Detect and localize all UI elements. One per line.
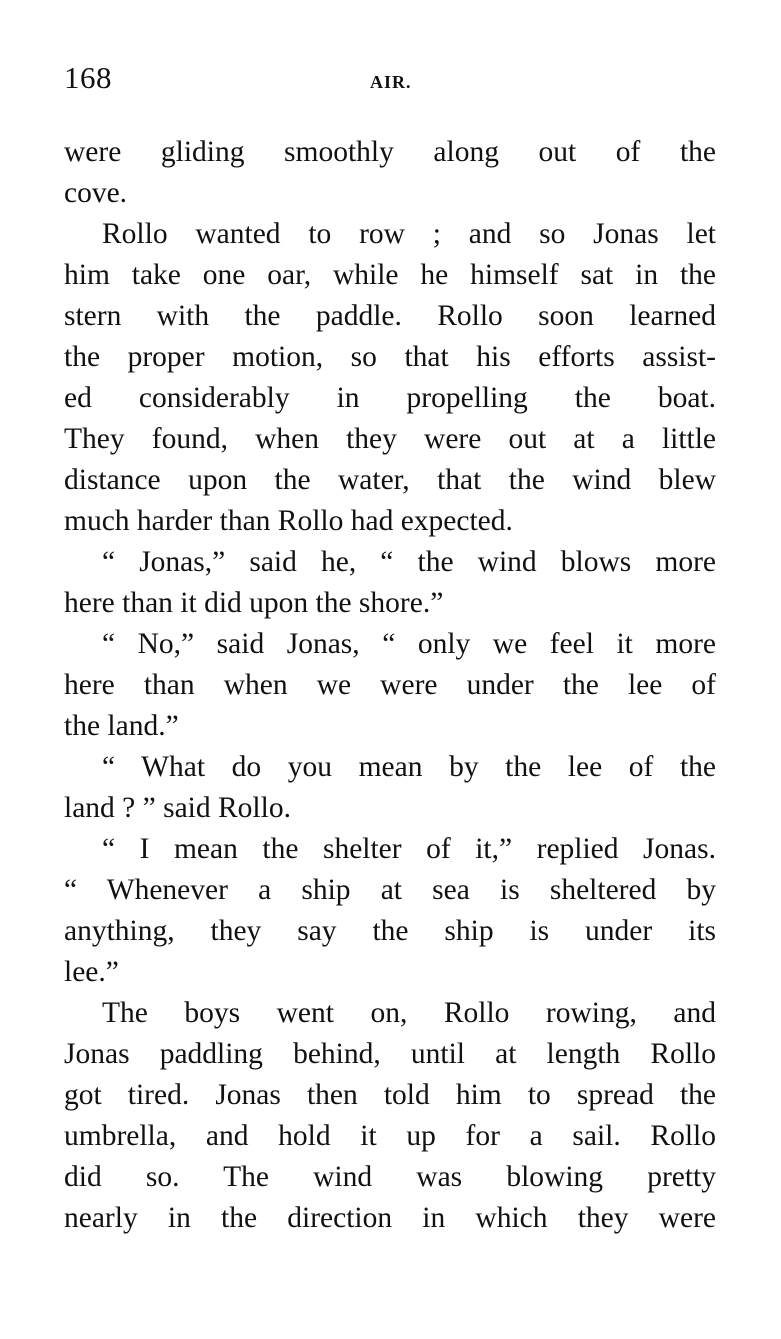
text-line: the land.” (64, 710, 179, 742)
text-line: umbrella, and hold it up for a sail. Rollo (64, 1120, 716, 1152)
body-text (64, 132, 716, 1239)
running-head: AIR. (370, 72, 412, 92)
text-line: ed considerably in propelling the boat. (64, 382, 716, 414)
page-header (64, 60, 716, 100)
text-line: him take one oar, while he himself sat in the (64, 259, 716, 291)
text-line: got tired. Jonas then told him to spread the (64, 1079, 716, 1111)
text-line: cove. (64, 177, 128, 209)
text-line: did so. The wind was blowing pretty (64, 1161, 716, 1193)
text-line: anything, they say the ship is under its (64, 915, 716, 947)
text-line: “ What do you mean by the lee of the (102, 751, 716, 783)
text-line: “ Whenever a ship at sea is sheltered by (64, 874, 716, 906)
text-line: here than when we were under the lee of (64, 669, 716, 701)
text-line: here than it did upon the shore.” (64, 587, 444, 619)
text-line: “ No,” said Jonas, “ only we feel it more (102, 628, 716, 660)
text-line: “ I mean the shelter of it,” replied Jonas. (102, 833, 716, 865)
page-number: 168 (64, 60, 112, 95)
text-line: were gliding smoothly along out of the (64, 136, 716, 168)
text-line: Jonas paddling behind, until at length Rollo (64, 1038, 716, 1070)
text-line: They found, when they were out at a little (64, 423, 716, 455)
text-line: much harder than Rollo had expected. (64, 505, 513, 537)
text-line: stern with the paddle. Rollo soon learned (64, 300, 716, 332)
text-line: land ? ” said Rollo. (64, 792, 291, 824)
text-line: lee.” (64, 956, 119, 988)
text-line: the proper motion, so that his efforts assist- (64, 341, 716, 373)
text-line: The boys went on, Rollo rowing, and (102, 997, 716, 1029)
text-line: “ Jonas,” said he, “ the wind blows more (102, 546, 716, 578)
text-line: Rollo wanted to row ; and so Jonas let (102, 218, 716, 250)
text-line: nearly in the direction in which they were (64, 1202, 716, 1234)
text-line: distance upon the water, that the wind blew (64, 464, 716, 496)
